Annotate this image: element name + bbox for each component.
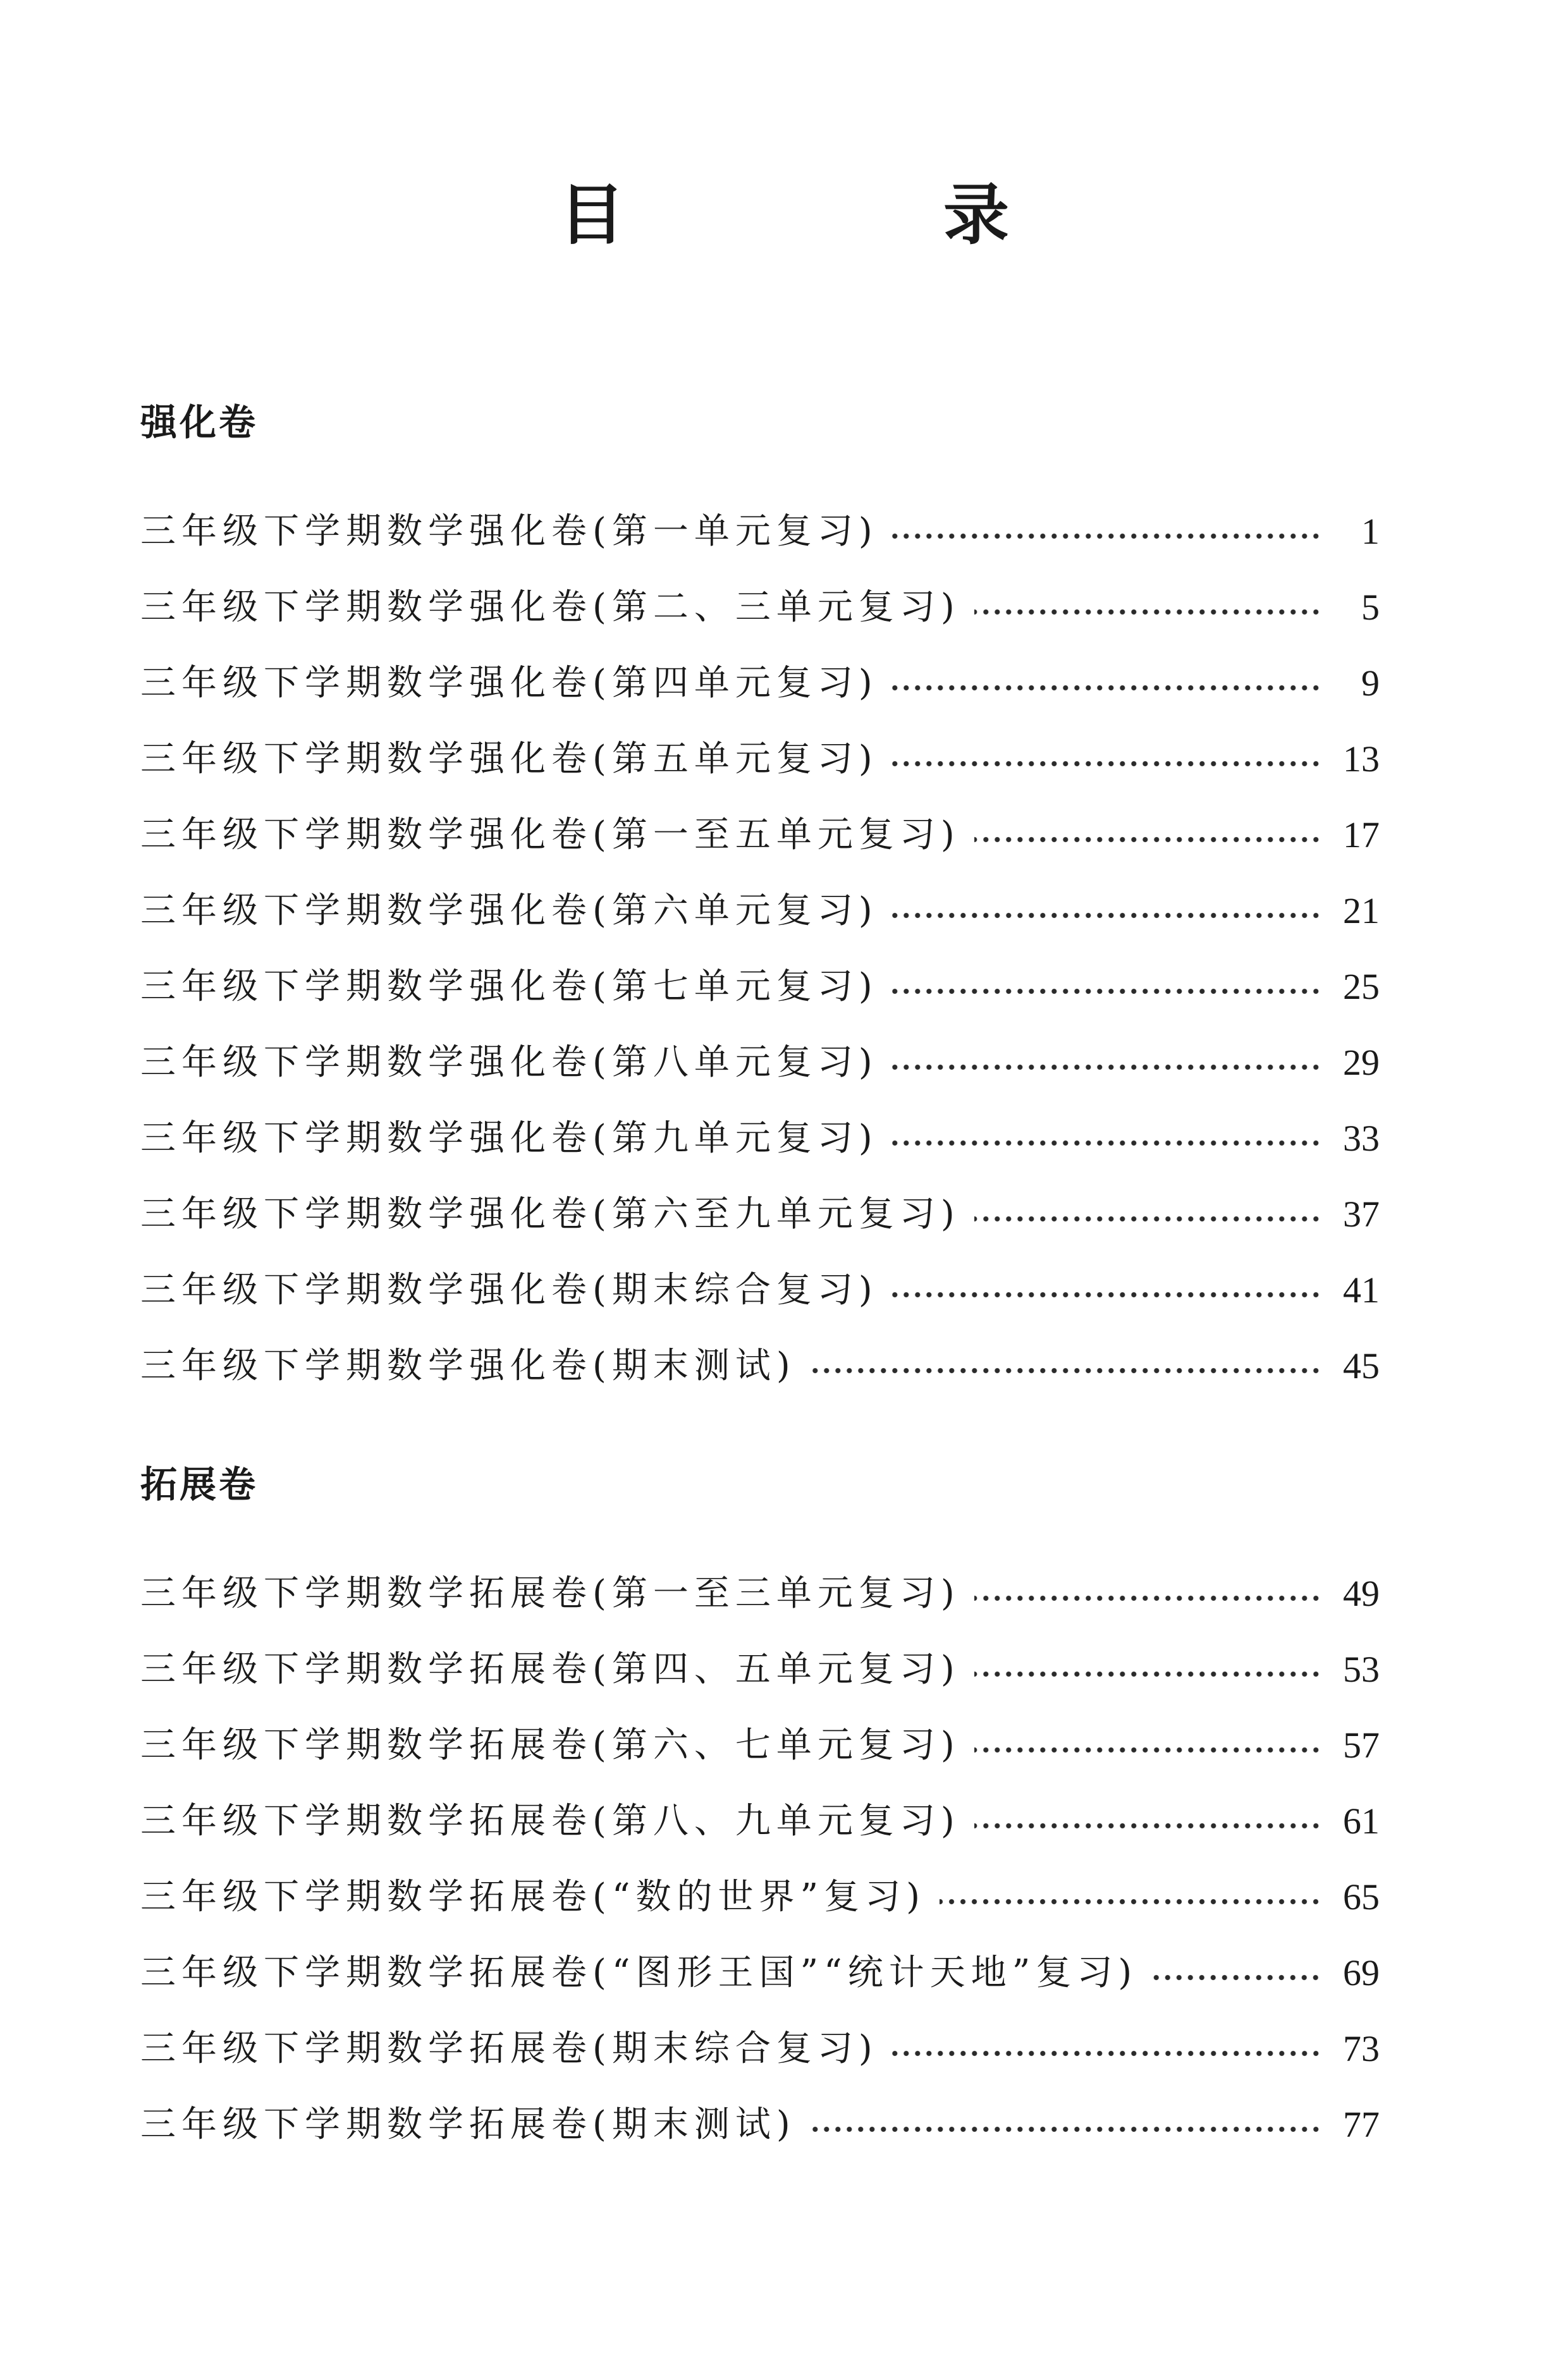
toc-entry-page: 29	[1343, 1042, 1380, 1083]
toc-entry[interactable]	[140, 1110, 1380, 1167]
section-heading-tuozhan: 拓展卷	[140, 1463, 259, 1506]
toc-entry-page: 61	[1343, 1801, 1380, 1842]
dot-leader	[940, 1898, 1321, 1905]
toc-entry[interactable]	[140, 1186, 1380, 1243]
toc-entry-page: 37	[1343, 1194, 1380, 1235]
toc-entry-title: 三年级下学期数学强化卷(第六单元复习)	[140, 890, 878, 931]
dot-leader	[974, 1822, 1321, 1830]
toc-entry-title: 三年级下学期数学强化卷(第七单元复习)	[140, 966, 878, 1007]
toc-entry[interactable]	[140, 1034, 1380, 1091]
page-title: 目 录	[558, 176, 1136, 254]
toc-entry[interactable]	[140, 807, 1380, 864]
dot-leader	[974, 1746, 1321, 1754]
dot-leader	[892, 532, 1321, 540]
dot-leader	[892, 684, 1321, 692]
dot-leader	[892, 988, 1321, 995]
toc-entry[interactable]	[140, 2021, 1380, 2077]
toc-entry-title: 三年级下学期数学强化卷(第一至五单元复习)	[140, 814, 960, 855]
toc-entry-title: 三年级下学期数学强化卷(第一单元复习)	[140, 511, 878, 552]
toc-entry-title: 三年级下学期数学拓展卷(第八、九单元复习)	[140, 1801, 960, 1842]
toc-entry-page: 53	[1343, 1649, 1380, 1690]
dot-leader	[892, 2050, 1321, 2057]
toc-entry-page: 33	[1343, 1118, 1380, 1159]
toc-entry-title: 三年级下学期数学拓展卷(期末综合复习)	[140, 2028, 878, 2069]
dot-leader	[974, 608, 1321, 616]
toc-entry-page: 25	[1343, 966, 1380, 1007]
toc-entry-page: 45	[1343, 1345, 1380, 1386]
toc-entry[interactable]	[140, 1641, 1380, 1698]
dot-leader	[810, 1367, 1321, 1374]
toc-entry-title: 三年级下学期数学强化卷(第二、三单元复习)	[140, 587, 960, 628]
toc-entry[interactable]	[140, 579, 1380, 636]
toc-entry-page: 77	[1343, 2104, 1380, 2145]
toc-entry[interactable]	[140, 731, 1380, 788]
toc-entry[interactable]	[140, 1793, 1380, 1850]
dot-leader	[892, 912, 1321, 919]
toc-entry-page: 65	[1343, 1876, 1380, 1917]
toc-entry[interactable]	[140, 883, 1380, 939]
toc-entry-title: 三年级下学期数学强化卷(期末综合复习)	[140, 1269, 878, 1311]
toc-entry[interactable]	[140, 2096, 1380, 2153]
toc-entry-title: 三年级下学期数学拓展卷(“图形王国”“统计天地”复习)	[140, 1952, 1138, 1993]
toc-entry-title: 三年级下学期数学拓展卷(期末测试)	[140, 2104, 796, 2145]
toc-entry[interactable]	[140, 1338, 1380, 1395]
toc-entry-title: 三年级下学期数学拓展卷(“数的世界”复习)	[140, 1876, 926, 1917]
dot-leader	[1151, 1974, 1321, 1981]
toc-entry-title: 三年级下学期数学强化卷(第六至九单元复习)	[140, 1194, 960, 1235]
toc-entry-page: 69	[1343, 1952, 1380, 1993]
section-heading-qianghua: 强化卷	[140, 401, 259, 444]
dot-leader	[974, 1670, 1321, 1678]
toc-entry-title: 三年级下学期数学拓展卷(第四、五单元复习)	[140, 1649, 960, 1690]
toc-entry-title: 三年级下学期数学强化卷(第八单元复习)	[140, 1042, 878, 1083]
toc-entry-page: 9	[1361, 663, 1380, 704]
toc-entry-page: 41	[1343, 1269, 1380, 1311]
toc-entry-page: 17	[1343, 814, 1380, 855]
toc-entry-title: 三年级下学期数学强化卷(第四单元复习)	[140, 663, 878, 704]
toc-entry[interactable]	[140, 958, 1380, 1015]
toc-entry-title: 三年级下学期数学拓展卷(第一至三单元复习)	[140, 1573, 960, 1614]
dot-leader	[892, 1139, 1321, 1147]
toc-entry-title: 三年级下学期数学强化卷(第九单元复习)	[140, 1118, 878, 1159]
dot-leader	[974, 836, 1321, 843]
toc-entry-page: 5	[1361, 587, 1380, 628]
toc-entry[interactable]	[140, 1262, 1380, 1319]
dot-leader	[892, 1063, 1321, 1071]
toc-entry-title: 三年级下学期数学拓展卷(第六、七单元复习)	[140, 1725, 960, 1766]
toc-entry-page: 49	[1343, 1573, 1380, 1614]
toc-entry-page: 73	[1343, 2028, 1380, 2069]
dot-leader	[892, 760, 1321, 768]
toc-entry-title: 三年级下学期数学强化卷(第五单元复习)	[140, 738, 878, 780]
toc-entry-page: 13	[1343, 738, 1380, 780]
toc-entry-page: 1	[1361, 511, 1380, 552]
toc-entry[interactable]	[140, 1717, 1380, 1774]
dot-leader	[810, 2125, 1321, 2133]
dot-leader	[974, 1215, 1321, 1223]
dot-leader	[892, 1291, 1321, 1299]
toc-entry[interactable]	[140, 655, 1380, 712]
toc-entry-page: 57	[1343, 1725, 1380, 1766]
toc-entry-title: 三年级下学期数学强化卷(期末测试)	[140, 1345, 796, 1386]
toc-entry-page: 21	[1343, 890, 1380, 931]
toc-entry[interactable]	[140, 1869, 1380, 1926]
toc-entry[interactable]	[140, 1565, 1380, 1622]
toc-entry[interactable]	[140, 503, 1380, 560]
toc-entry[interactable]	[140, 1945, 1380, 2002]
dot-leader	[974, 1594, 1321, 1602]
